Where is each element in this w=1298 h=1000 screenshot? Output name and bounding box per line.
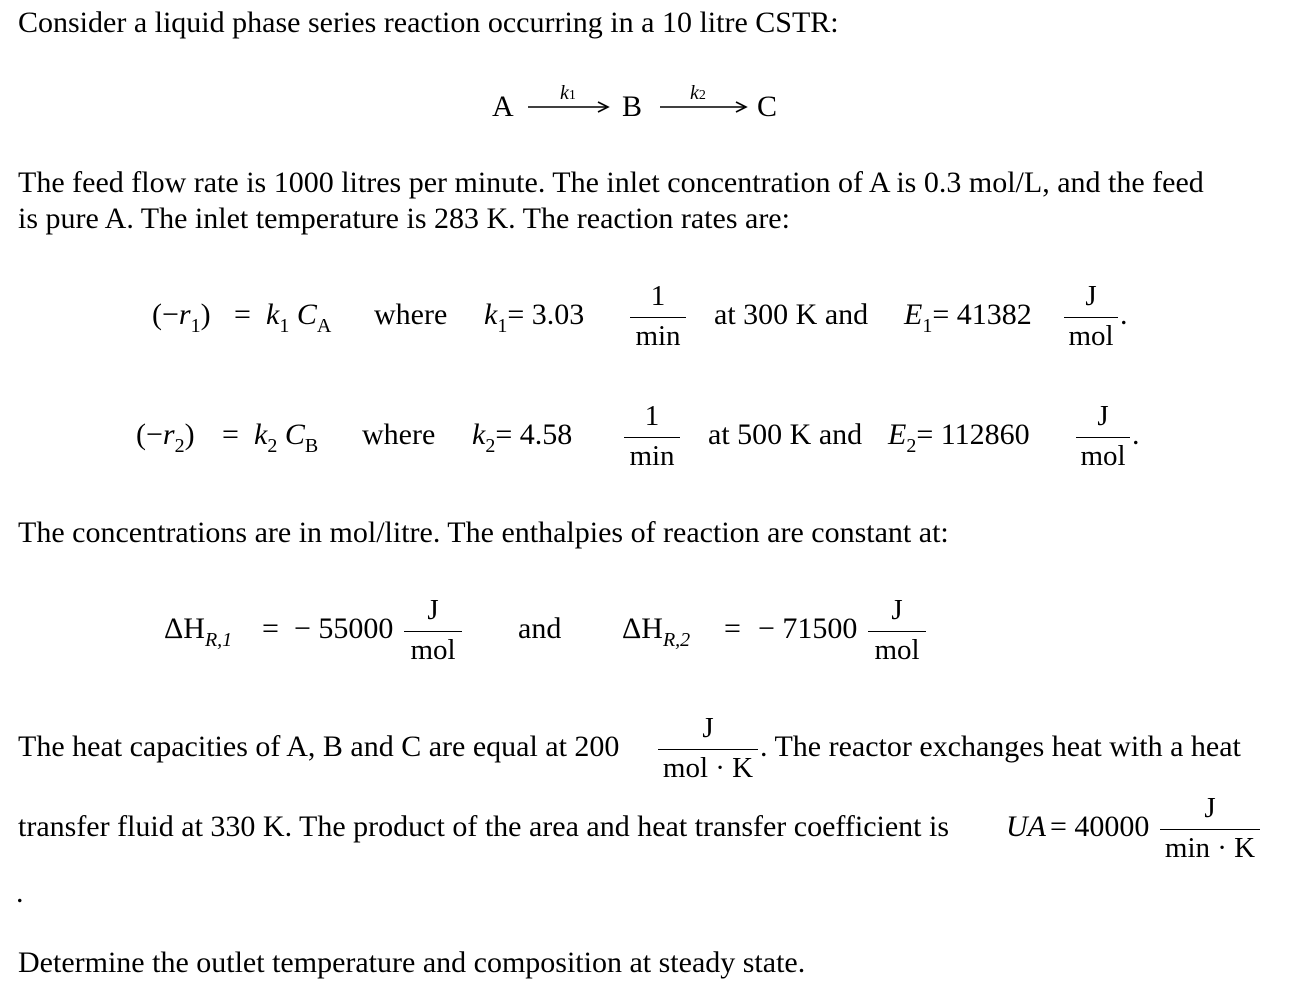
rate2-where: where: [362, 418, 436, 451]
rate2-at: at 500 K and: [708, 418, 863, 451]
ua-unit: J min · K: [1160, 794, 1260, 863]
rate2-equals: =: [222, 418, 239, 451]
stray-dot: .: [16, 876, 24, 909]
rate2-k-value: $k_2= 4.58$: [472, 418, 573, 457]
rate1-where: where: [374, 298, 448, 331]
rate2-e-value: $E_2= 112860$: [888, 418, 1030, 457]
rate1-at: at 300 K and: [714, 298, 869, 331]
ua-symbol: UA: [1006, 810, 1046, 843]
ua-value: = 40000: [1050, 810, 1150, 843]
rate1-period: .: [1120, 298, 1128, 331]
enthalpy-1-symbol: $\Delta H_{R,1}$: [164, 612, 233, 651]
rate2-lhs: $(-r_2)$: [136, 418, 195, 457]
heat-capacity-text: The heat capacities of A, B and C are equal at 200: [18, 730, 620, 763]
heat-capacity-unit: J mol · K: [658, 714, 758, 783]
enthalpy-1-equals: =: [262, 612, 279, 645]
rate2-rhs: $k_2$ $C_B$: [254, 418, 319, 457]
arrow-2-icon: [660, 100, 748, 114]
rate1-e-unit: J mol: [1064, 282, 1118, 351]
intro-text: Consider a liquid phase series reaction occurring in a 10 litre CSTR:: [18, 6, 839, 39]
species-a: A: [492, 90, 514, 123]
arrow-1-icon: [528, 100, 610, 114]
concentration-line: The concentrations are in mol/litre. The enthalpies of reaction are constant at:: [18, 516, 949, 549]
rate1-k-unit: 1 min: [630, 282, 686, 351]
enthalpy-2-equals: =: [724, 612, 741, 645]
feed-line-1: The feed flow rate is 1000 litres per minute. The inlet concentration of A is 0.3 mol/L, and the feed: [18, 166, 1204, 199]
rate1-rhs: $k_1$ $C_A$: [266, 298, 332, 337]
enthalpy-and: and: [518, 612, 562, 645]
heat-transfer-text: transfer fluid at 330 K. The product of the area and heat transfer coefficient is: [18, 810, 950, 843]
rate1-equals: =: [234, 298, 251, 331]
rate2-k-unit: 1 min: [624, 402, 680, 471]
enthalpy-2-symbol: $\Delta H_{R,2}$: [622, 612, 691, 651]
species-b: B: [622, 90, 643, 123]
feed-line-2: is pure A. The inlet temperature is 283 K. The reaction rates are:: [18, 202, 790, 235]
question-text: Determine the outlet temperature and composition at steady state.: [18, 946, 806, 979]
rate2-period: .: [1132, 418, 1140, 451]
rate1-e-value: $E_1= 41382$: [904, 298, 1032, 337]
k1-label: k1: [560, 82, 576, 104]
rate1-k-value: $k_1= 3.03$: [484, 298, 585, 337]
enthalpy-1-value: − 55000: [294, 612, 394, 645]
enthalpy-1-unit: J mol: [404, 596, 462, 665]
rate2-e-unit: J mol: [1076, 402, 1130, 471]
k2-label: k2: [690, 82, 706, 104]
enthalpy-2-value: − 71500: [758, 612, 858, 645]
heat-capacity-continuation: . The reactor exchanges heat with a heat: [760, 730, 1241, 763]
species-c: C: [757, 90, 778, 123]
enthalpy-2-unit: J mol: [868, 596, 926, 665]
rate1-lhs: $(-r_1)$: [152, 298, 211, 337]
